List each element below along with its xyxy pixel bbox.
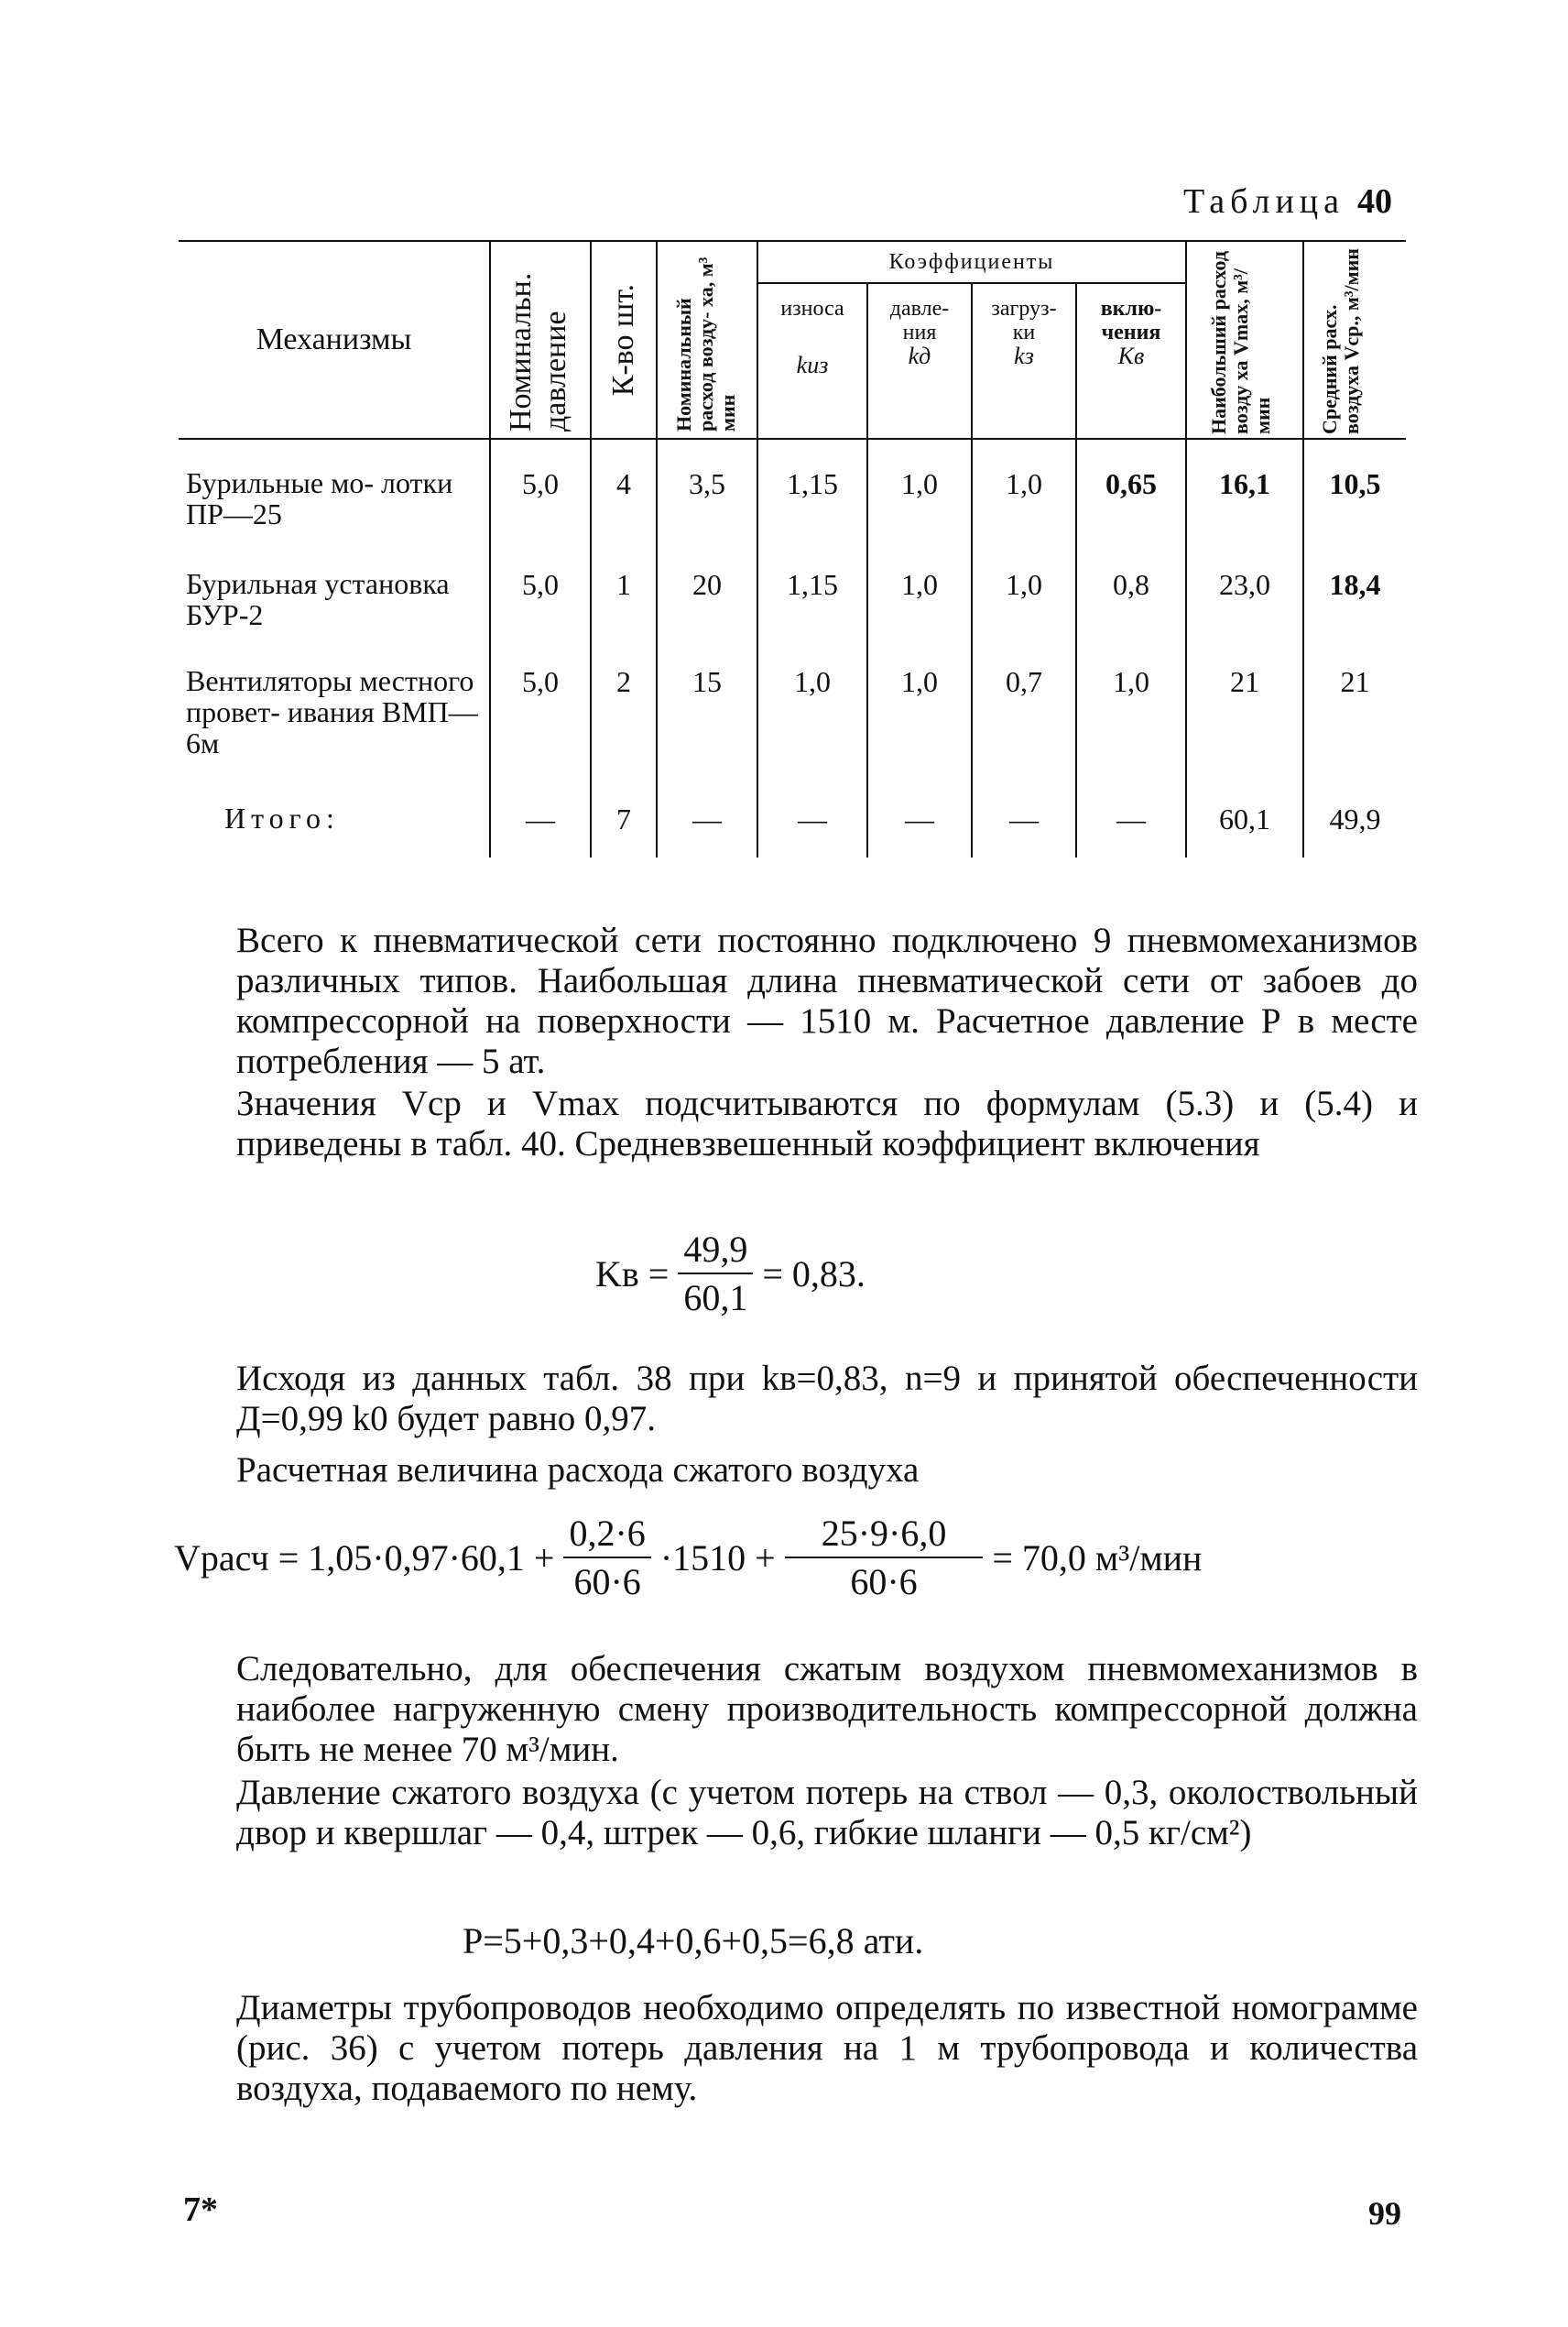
page-number: 99: [1368, 2195, 1401, 2232]
formula-kv-fraction: $\frac{49,9}{60,1}$: [678, 1228, 753, 1319]
formula-kv-lhs: Kв =: [595, 1252, 670, 1295]
header-on: вклю- чения Kв: [1076, 283, 1186, 439]
formula-v-rhs: = 70,0 м³/мин: [992, 1536, 1203, 1579]
header-nominal-flow: Номинальный расход возду- ха, м³ мин: [657, 241, 757, 439]
header-count: К-во шт.: [591, 241, 657, 439]
formula-v: [174, 1512, 1202, 1603]
formula-v-fraction-1: $\frac{0,2\cdot 6}{60\cdot 6}$: [563, 1512, 650, 1603]
formula-v-fraction-2: $\frac{25\cdot 9\cdot 6,0}{60\cdot 6}$: [785, 1512, 984, 1603]
paragraph-2: Значения Vср и Vmax подсчитываются по формулам (5.3) и (5.4) и приведены в табл. 40. Средневзвешенный коэффициент включения: [236, 1084, 1418, 1164]
paragraph-4: Расчетная величина расхода сжатого воздуха: [236, 1450, 920, 1490]
table-caption-word: Таблица: [1182, 182, 1345, 221]
formula-v-term2: ·1510 +: [659, 1536, 776, 1579]
header-coefficients: Коэффициенты: [757, 241, 1186, 283]
table-caption: [1099, 181, 1392, 222]
formula-kv: [595, 1228, 866, 1319]
formula-v-lhs: Vрасч =: [174, 1536, 299, 1579]
header-max-flow: Наибольший расход возду ха Vmax, м³/мин: [1186, 241, 1303, 439]
header-load: загруз- ки kз: [972, 283, 1076, 439]
table-row: Вентиляторы местного провет- ивания ВМП—6м 5,0 2 15 1,0 1,0 0,7 1,0 21 21: [179, 665, 1406, 793]
header-wear: износа kиз: [757, 283, 867, 439]
formula-v-term1: 1,05·0,97·60,1 +: [308, 1536, 555, 1579]
paragraph-7: Диаметры трубопроводов необходимо определять по известной номограмме (рис. 36) с учетом потерь давления на 1 м трубопровода и количества воздуха, подаваемого по нему.: [236, 1988, 1418, 2108]
header-pressure-coef: давле- ния kд: [867, 283, 972, 439]
mechanisms-table: [179, 240, 1406, 858]
paragraph-3: Исходя из данных табл. 38 при kв=0,83, n=9 и принятой обеспеченности Д=0,99 k0 будет равно 0,97.: [236, 1359, 1418, 1438]
header-mechanisms: Механизмы: [179, 241, 490, 439]
table-row: Бурильные мо- лотки ПР—25 5,0 4 3,5 1,15 1,0 1,0 0,65 16,1 10,5: [179, 439, 1406, 568]
paragraph-5: Следовательно, для обеспечения сжатым воздухом пневмомеханизмов в наиболее нагруженную смену производительность компрессорной должна быть не менее 70 м³/мин.: [236, 1649, 1418, 1769]
header-pressure: Номинальн. давление: [490, 241, 591, 439]
table-row: Бурильная установка БУР-2 5,0 1 20 1,15 1,0 1,0 0,8 23,0 18,4: [179, 568, 1406, 665]
paragraph-6: Давление сжатого воздуха (с учетом потерь на ствол — 0,3, околоствольный двор и квершлаг — 0,4, штрек — 0,6, гибкие шланги — 0,5 кг/см²): [236, 1773, 1418, 1852]
formula-kv-rhs: = 0,83.: [762, 1252, 866, 1295]
paragraph-1: Всего к пневматической сети постоянно подключено 9 пневмомеханизмов различных типов. Наибольшая длина пневматической сети от забоев до компрессорной на поверхности — 1510 м. Расчетное давление Р в месте потребления — 5 ат.: [236, 921, 1418, 1081]
formula-pressure: P=5+0,3+0,4+0,6+0,5=6,8 ати.: [463, 1920, 924, 1961]
header-avg-flow: Средний расх. воздуха Vср., м³/мин: [1303, 241, 1406, 439]
signature-mark: 7*: [183, 2190, 218, 2229]
table-caption-number: 40: [1357, 182, 1392, 221]
table-row-total: Итого: — 7 — — — — — 60,1 49,9: [179, 793, 1406, 858]
